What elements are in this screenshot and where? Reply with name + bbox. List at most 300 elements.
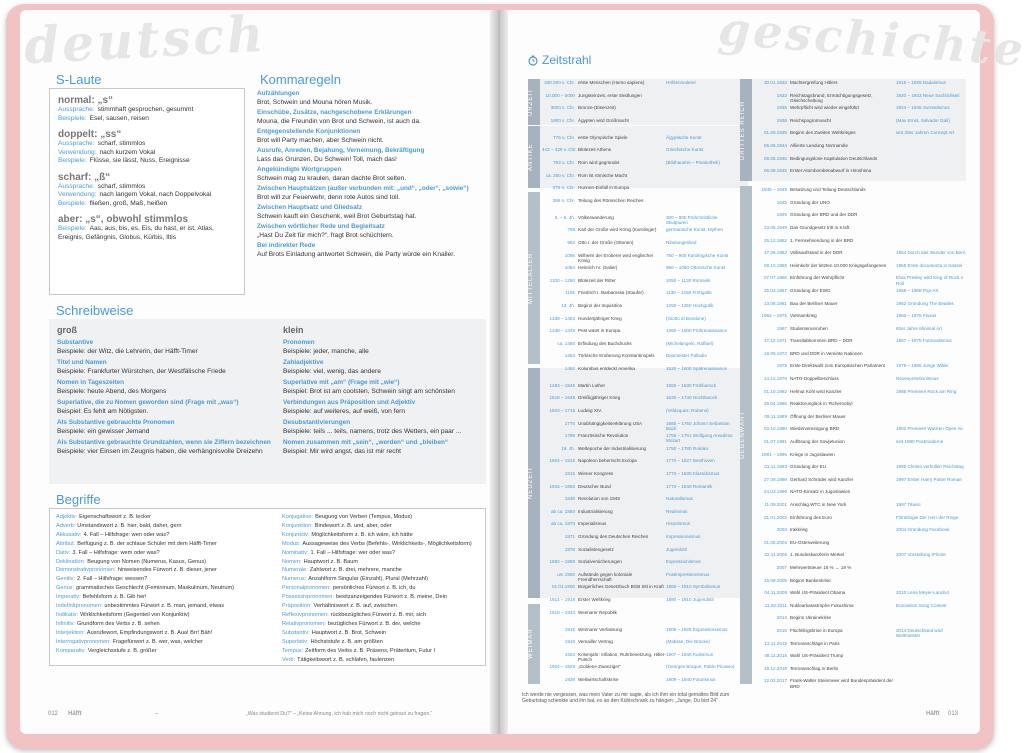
timeline-year: 1945 <box>776 199 787 205</box>
timeline-year: 1979 <box>776 363 787 369</box>
timeline-culture: 1954 Durch das Wunder von Bern <box>896 250 966 256</box>
timeline-year: 1964 – 1975 <box>761 313 787 319</box>
era-neuzeit: NEUZEIT <box>528 368 540 598</box>
timeline-year: 26.04.1986 <box>764 401 787 407</box>
timeline-year: 01.01.2002 <box>764 514 787 520</box>
komma-rule-example: Brot will zur Feuerwehr, denn rote Autos sind toll. <box>257 193 400 201</box>
komma-rule-example: „Hast Du Zeit für mich?“, fragt Brot schüchtern. <box>257 231 394 239</box>
timeline-entry <box>542 328 736 341</box>
timeline-event: Erste Direktwahl zum Europäischen Parlament <box>790 363 885 369</box>
slaute-label: Aussprache: <box>58 182 95 190</box>
left-brand: Häfft <box>68 711 82 717</box>
timeline-entry <box>754 389 966 402</box>
timeline-entry <box>754 376 966 389</box>
timeline-event: Weimarer Republik <box>578 609 617 615</box>
timeline-year: 395 n. Chr. <box>552 197 575 203</box>
term-name: Substantiv: <box>282 629 310 636</box>
slaute-value: stimmhaft gesprochen, gesummt <box>97 106 194 113</box>
term-row <box>282 549 482 558</box>
timeline-entry <box>754 477 966 490</box>
timeline-culture: 1955 Erste documenta in Kassel <box>896 262 963 268</box>
timeline-year: 1871 <box>564 534 575 539</box>
komma-rule-example: Brot, Schwein und Mouna hören Musik. <box>257 98 373 106</box>
timeline-culture: seit 1990 Postmoderne <box>896 439 944 445</box>
term-definition: bezügliches Fürwort z. B. der, welche <box>327 620 421 627</box>
timeline-event: Pest wütet in Europa <box>578 328 621 334</box>
komma-rule-heading: Einschübe, Zusätze, nachgeschobene Erklärungen <box>257 109 412 116</box>
timeline-event: Heinrich IV. (Salier) <box>578 265 618 271</box>
timeline-event: „Goldene Zwanziger“ <box>578 664 621 670</box>
timeline-entry <box>542 160 736 173</box>
timeline-year: 1804 – 1815 <box>549 458 575 464</box>
timeline-event: Teilung des Römischen Reiches <box>578 197 644 203</box>
slaute-line <box>58 115 236 124</box>
slaute-value: nach kurzem Vokal <box>99 148 156 156</box>
timeline-culture: Historismus <box>666 521 690 527</box>
timeline-event: Martin Luther <box>578 382 606 388</box>
timeline-culture: Nibelungenlied <box>666 239 697 245</box>
timeline-entry <box>542 215 736 228</box>
gross-example: Beispiele: heute Abend, des Morgens <box>57 387 167 395</box>
term-row <box>56 611 278 620</box>
timeline-culture: 1985 Premiere Rock am Ring <box>896 388 957 394</box>
timeline-culture: 1770 – 1830 Klassizismus <box>666 471 720 477</box>
timeline-entry <box>542 353 736 366</box>
timeline-culture: 1995 Christo verhüllen Reichstag <box>896 464 964 470</box>
komma-rule-heading: Ausrufe, Anreden, Bejahung, Verneinung, Bekräftigung <box>257 147 425 154</box>
timeline-event: Deutscher Bund <box>578 483 611 489</box>
term-row <box>56 602 278 611</box>
timeline-culture: 1770 – 1827 Beethoven <box>666 458 715 464</box>
timeline-entry <box>542 240 736 253</box>
rule-heading: Substantive <box>57 339 94 346</box>
timeline-culture: 1958 – 1968 Pop-Art <box>896 287 939 293</box>
timeline-entry <box>754 212 966 225</box>
term-row <box>282 540 482 549</box>
term-row <box>282 611 482 620</box>
timeline-entry <box>754 250 966 263</box>
term-name: Relativpronomen: <box>282 620 326 627</box>
timeline-year: 768 <box>567 227 575 233</box>
timeline-year: 17.06.1953 <box>764 250 787 256</box>
timeline-year: 1929 <box>564 676 575 682</box>
timeline-year: 08.10.1955 <box>764 262 787 268</box>
timeline-event: Bürgerliches Gesetzbuch BGB tritt in Kraft <box>578 584 664 590</box>
timeline-entry <box>542 366 736 383</box>
klein-example: Beispiel: Brot ist am coolsten, Schwein singt am schönsten <box>283 387 455 395</box>
timeline-event: Weimarer Verfassung <box>578 626 623 632</box>
term-name: Personalpronomen: <box>282 585 331 592</box>
term-definition: persönliches Fürwort z. B. ich, du <box>332 585 416 592</box>
timeline-culture: 1962 Gründung The Beatles <box>896 300 954 306</box>
timeline-entry <box>754 168 966 187</box>
term-name: Interrogativpronomen: <box>56 638 111 645</box>
slaute-line <box>58 191 236 200</box>
rule-heading: Zahladjektive <box>283 359 324 366</box>
timeline-culture: 300 – 800 Frühchristliche Skulpturen <box>666 214 718 225</box>
term-name: Konjugation: <box>282 514 314 520</box>
timeline-event: NATO-Doppelbeschluss <box>790 376 839 382</box>
timeline-culture: 1050 – 1130 Romanik <box>666 277 711 283</box>
gross-example: Beispiele: der Witz, die Lehrerin, der Häfft-Timer <box>57 347 198 355</box>
timeline-event: Hundertjähriger Krieg <box>578 315 622 321</box>
slaute-label: Verwendung: <box>58 191 97 198</box>
timeline-year: 01.05.2004 <box>764 539 787 545</box>
timeline-event: Napoleon beherrscht Europa <box>578 458 637 464</box>
timeline-year: 1933 <box>776 92 787 98</box>
term-definition: unbestimmtes Fürwort z. B. man, jemand, etwas <box>104 603 225 610</box>
timeline-event: Wahl US-Präsident Trump <box>790 653 844 659</box>
timeline-year: 06.08.1945 <box>764 168 787 174</box>
term-row <box>282 575 482 584</box>
timeline-year: 1100 – 1250 <box>549 277 575 283</box>
timeline-culture: Neoexpressionismus <box>896 376 939 382</box>
timeline-year: 1155 <box>565 290 575 296</box>
timeline-entry <box>754 338 966 351</box>
timeline-entry <box>542 93 736 106</box>
deutsch-watermark: deutsch <box>22 3 268 76</box>
right-brand: Häfft <box>926 711 940 717</box>
timeline-event: Aufstände gegen koloniale Fremdherrschaft <box>578 571 633 582</box>
timeline-event: Unabhängigkeitserklärung USA <box>578 420 643 426</box>
timeline-entry <box>542 509 736 522</box>
slaute-value: nach langem Vokal, nach Doppelvokal <box>99 191 212 198</box>
timeline-entry <box>542 627 736 640</box>
timeline-year: 19.12.2016 <box>764 665 787 671</box>
slaute-head: normal: „s“ <box>58 95 114 106</box>
timeline-year: ab ca. 1870 <box>550 521 575 527</box>
slaute-line <box>58 149 236 158</box>
timeline-event: Ludwig XIV. <box>578 408 603 414</box>
timeline-year: 13.08.1961 <box>764 300 787 306</box>
timeline-year: 01.07.1991 <box>764 439 787 445</box>
term-definition: Anzahlform Singular (Einzahl), Plural (Mehrzahl) <box>308 576 428 583</box>
timeline-entry <box>542 253 736 266</box>
timeline-event: Terroranschläge in Paris <box>790 640 840 646</box>
rule-heading: Als Substantive gebrauchte Grundzahlen, wenn sie Ziffern bezeichnen <box>57 439 271 446</box>
slaute-value: Esel, sausen, reisen <box>89 114 149 122</box>
timeline-year: 09.11.1989 <box>764 413 787 419</box>
term-definition: Befehlsform z. B. Gib her! <box>82 594 147 601</box>
timeline-event: Weltwirtschaftskrise <box>578 676 619 682</box>
slaute-label: Verwendung: <box>58 148 97 156</box>
term-definition: Grundform des Verbs z. B. sehen <box>76 620 160 627</box>
timeline-year: ca. 1450 <box>557 340 575 346</box>
timeline-year: 1938 <box>776 117 787 123</box>
term-row <box>282 647 482 656</box>
term-name: Indikativ: <box>56 611 79 618</box>
timeline-entry <box>542 597 736 610</box>
timeline-year: 443 – 429 v. Chr. <box>542 147 577 153</box>
timeline-culture: 1886 – 1910 Symbolismus <box>666 584 721 590</box>
slaute-list <box>50 89 244 248</box>
timeline-year: 1935 <box>776 105 787 111</box>
timeline-entry <box>542 677 736 690</box>
timeline-culture: 1750 – 1780 Rokoko <box>666 445 709 451</box>
timeline-event: Auflösung der Sowjetunion <box>790 439 845 445</box>
timeline-year: 776 v. Chr. <box>553 134 575 140</box>
term-name: Demonstrativpronomen: <box>56 567 116 574</box>
term-row <box>56 558 278 567</box>
slaute-head: doppelt: „ss“ <box>58 129 122 140</box>
timeline-year: 25.12.1952 <box>764 237 787 243</box>
timeline-culture: 2010 Lena Meyer-Landrut <box>896 590 949 596</box>
timeline-event: Volksaufstand in der DDR <box>790 250 843 256</box>
term-definition: Bindewort z. B. und, aber, oder <box>314 522 392 529</box>
timeline-culture: germanische Kunst, Mythen <box>666 227 723 233</box>
komma-title: Kommaregeln <box>260 72 341 87</box>
timeline-entry <box>754 118 966 131</box>
timeline-entry <box>542 458 736 471</box>
timeline-event: Ägypten wird Großmacht <box>578 117 629 123</box>
timeline-year: 11.03.2011 <box>764 602 787 608</box>
timeline-culture: 1890 – 1910 Jugendstil <box>666 596 714 602</box>
timeline-culture: 60er Jahre Minimal Art <box>896 325 942 331</box>
timeline-year: 06.06.1944 <box>764 142 787 148</box>
right-page <box>508 1 1028 734</box>
timeline-event: Französische Revolution <box>578 433 629 439</box>
timeline-entry <box>542 572 736 585</box>
timeline-event: Rom wird gegründet <box>578 159 620 165</box>
era-gegenwart: GEGENWART <box>740 186 752 684</box>
timeline-entry <box>542 471 736 484</box>
term-name: Verb: <box>282 656 296 663</box>
timeline-event: EU-Osterweiterung <box>790 539 830 545</box>
slaute-line <box>58 200 236 209</box>
timeline-culture: 2007 Vorstellung iPhone <box>896 552 946 558</box>
timeline-culture: 1250 – 1350 Hochgotik <box>666 302 714 308</box>
timeline-entry <box>542 496 736 509</box>
timeline-entry <box>542 341 736 354</box>
timeline-event: Wiener Kongress <box>578 471 614 477</box>
term-row <box>282 620 482 629</box>
timeline-entry <box>754 187 966 200</box>
timeline-culture: 1630 – 1730 Hochbarock <box>666 395 718 401</box>
gross-heading: groß <box>57 325 77 335</box>
komma-list <box>257 90 487 259</box>
era-weimar: WEIMAR <box>528 604 540 684</box>
term-definition: Hauptwort z. B. Brot, Schwein <box>311 629 386 636</box>
timeline-year: 1776 <box>564 420 575 426</box>
timeline-entry <box>542 303 736 316</box>
term-row <box>56 638 278 647</box>
timeline-year: 1924 – 1929 <box>549 664 575 670</box>
term-definition: Möglichkeitsform z. B. ich wäre, ich hätte <box>311 531 413 538</box>
term-name: Modus: <box>282 540 301 547</box>
timeline-year: 11.09.2001 <box>764 502 787 507</box>
slaute-label: Beispiele: <box>58 225 87 232</box>
timeline-entry <box>542 584 736 597</box>
timeline-culture: Jugendstil <box>666 546 687 552</box>
timeline-entry <box>754 615 966 628</box>
timeline-event: Gründung der EWG <box>790 287 831 293</box>
timeline-year: 1914 – 1918 <box>549 596 575 602</box>
timeline-culture: 1520 – 1600 Spätrenaissance <box>666 365 728 371</box>
timeline-entry <box>542 198 736 215</box>
timeline-event: Imperialismus <box>578 521 607 527</box>
timeline-event: Wehrpflicht wird wieder eingeführt <box>790 105 860 111</box>
timeline-entry <box>754 401 966 414</box>
term-definition: Tätigkeitswort z. B. schlafen, faulenzen <box>297 656 395 663</box>
timeline-entry <box>542 534 736 547</box>
left-footer-quote: „Was studierst Du?“ – „Keine Ahnung, ich hab mich noch nicht getraut zu fragen.“ <box>246 711 433 717</box>
timeline-year: 23.05.1949 <box>764 224 787 230</box>
timeline-entry <box>542 185 736 198</box>
term-row <box>56 540 278 549</box>
timeline-year: 375 n. Chr. <box>552 185 575 191</box>
slaute-label: Beispiele: <box>58 114 87 122</box>
term-definition: Ausrufewort, Empfindungswort z. B. Aua! Brr! Bäh! <box>86 629 213 636</box>
timeline-event: Besatzung und Teilung Deutschlands <box>790 187 866 193</box>
zeitstrahl-title: Zeitstrahl <box>542 53 592 67</box>
term-row <box>282 602 482 611</box>
timeline-year: 07.07.1956 <box>764 275 787 281</box>
timeline-entry <box>754 464 966 477</box>
term-definition: Eigenschaftswort z. B. lecker <box>79 514 151 520</box>
timeline-event: Beginn der Inquisition <box>578 302 623 308</box>
term-definition: rückbezügliches Fürwort z. B. mir, sich <box>330 611 427 618</box>
term-row <box>282 522 482 531</box>
timeline-entry <box>754 552 966 565</box>
schreib-box <box>49 319 486 484</box>
timeline-culture: Griechische Kunst <box>666 147 704 153</box>
komma-rule-heading: Aufzählungen <box>257 90 300 97</box>
komma-rule-heading: Zwischen Hauptsätzen (außer verbunden mit: „und“, „oder“, „sowie“) <box>257 185 469 192</box>
timeline-culture: 1915 – 1925 Dadaismus <box>896 80 946 85</box>
timeline-event: erste Menschen (Homo sapiens) <box>578 80 645 85</box>
term-name: Numerus: <box>282 576 307 583</box>
slaute-label: Aussprache: <box>58 140 95 147</box>
timeline-culture: 1685 – 1750 Johann Sebastian Bach <box>666 420 730 431</box>
timeline-event: Helmut Kohl wird Kanzler <box>790 388 842 394</box>
rule-heading: Titel und Namen <box>57 359 107 366</box>
timeline-entry <box>754 527 966 540</box>
term-definition: Beugung von Nomen (Numerus, Kasus, Genus) <box>87 558 207 565</box>
clock-icon <box>528 55 538 66</box>
timeline-entry <box>754 678 966 691</box>
timeline-entry <box>754 130 966 143</box>
timeline-entry <box>754 301 966 314</box>
timeline-culture: 1997 Erster Harry Potter Roman <box>896 476 962 482</box>
timeline-event: Blütezeit Athens <box>578 147 611 153</box>
timeline-col1 <box>542 80 736 690</box>
timeline-year: 1348 – 1349 <box>549 328 575 334</box>
timeline-year: um 1900 <box>557 571 575 577</box>
timeline-event: Das Grundgesetz tritt in Kraft <box>790 224 850 230</box>
term-name: Possessivpronomen: <box>282 594 334 601</box>
timeline-event: Industrialisierung <box>578 508 613 514</box>
timeline-event: Transitabkommen BRD – DDR <box>790 338 853 344</box>
term-name: Präposition: <box>282 603 312 610</box>
timeline-culture: 1997 Titanic <box>896 502 921 507</box>
rule-heading: Superlative, die zu Nomen geworden sind (Frage mit „was“) <box>57 399 239 406</box>
timeline-entry <box>754 288 966 301</box>
term-definition: Zahlwort z. B. drei, mehrere, manche <box>309 567 402 574</box>
timeline-culture: 1920 – 1933 Neue Sachlichkeit <box>896 92 960 98</box>
term-definition: Höchststufe z. B. am größten <box>310 638 383 645</box>
komma-rule-example: Mouna, die Freundin von Brot und Schwein, ist auch da. <box>257 117 421 125</box>
klein-example: Beispiele: jeder, manche, alle <box>283 347 369 355</box>
timeline-year: 25.03.1957 <box>764 287 787 293</box>
timeline-culture: Eurovision Song Contest <box>896 602 947 608</box>
timeline-entry <box>754 502 966 515</box>
slaute-value: Flüsse, sie lässt, Nuss, Ereignisse <box>89 157 190 164</box>
timeline-event: Reaktorunglück in Tschernobyl <box>790 401 853 407</box>
term-name: Numerale: <box>282 567 308 574</box>
gross-example: Beispiele: ein gewisser Jemand <box>57 427 150 435</box>
term-name: Akkusativ: <box>56 531 82 538</box>
komma-rule-heading: Zwischen wörtlicher Rede und Begleitsatz <box>257 223 385 230</box>
slaute-title: S-Laute <box>56 72 102 87</box>
timeline-event: Hunnen-Einfall in Europa <box>578 185 630 191</box>
timeline-event: Öffnung der Berliner Mauer <box>790 413 846 419</box>
zeitstrahl-header <box>528 53 591 67</box>
timeline-culture: 1967 – 1975 Fotorealismus <box>896 338 952 344</box>
slaute-value: fließen, groß, Maß, heißen <box>89 199 168 207</box>
timeline-entry <box>754 238 966 251</box>
timeline-event: Flüchtlingskrise in Europa <box>790 627 843 633</box>
term-definition: 4. Fall – Hilfsfrage: wen oder was? <box>83 531 170 538</box>
term-name: Dativ: <box>56 549 71 556</box>
term-row <box>56 549 278 558</box>
timeline-entry <box>542 421 736 434</box>
timeline-event: Weltepoche der Industrialisierung <box>578 445 647 451</box>
timeline-event: erste Olympische Spiele <box>578 134 628 140</box>
term-name: Superlativ: <box>282 638 309 645</box>
timeline-year: 2003 <box>776 527 787 533</box>
term-row <box>282 513 482 522</box>
komma-rule-heading: Entgegenstellende Konjunktionen <box>257 128 361 135</box>
term-name: Nominativ: <box>282 549 309 556</box>
timeline-event: Gerhard Schröder wird Kanzler <box>790 476 854 482</box>
rule-heading: Verbindungen aus Präposition und Adjektiv <box>283 399 416 406</box>
term-row <box>56 566 278 575</box>
timeline-event: 1. Fernsehsendung in der BRD <box>790 237 854 243</box>
timeline-year: 1919 <box>564 626 575 632</box>
timeline-event: Irakkrieg <box>790 527 808 533</box>
timeline-event: Friedrich I. Barbarossa (Staufer) <box>578 290 644 296</box>
book-gutter <box>488 10 510 734</box>
timeline-entry <box>754 439 966 452</box>
timeline-year: 1066 <box>564 252 575 258</box>
timeline-event: Bedingungslose Kapitulation Deutschlands <box>790 155 878 161</box>
term-row <box>282 638 482 647</box>
timeline-entry <box>754 326 966 339</box>
timeline-entry <box>754 653 966 666</box>
klein-example: Beispiele: teils ... teils, namens, trotz des Wetters, ein paar ... <box>283 427 462 435</box>
gross-list <box>57 339 279 456</box>
left-page-number: 012 <box>48 711 59 717</box>
timeline-event: Beginn des Zweiten Weltkrieges <box>790 130 856 136</box>
timeline-year: 300.000 v. Chr. <box>544 80 575 85</box>
timeline-event: Frank-Walter Steinmeier wird Bundespräsident der BRD <box>790 678 893 689</box>
timeline-culture: 1963 – 1976 Fluxus <box>896 313 937 319</box>
slaute-label: Beispiele: <box>58 199 87 207</box>
timeline-event: Vietnamkrieg <box>790 313 817 319</box>
timeline-entry <box>754 200 966 213</box>
timeline-culture: 1907 – 1940 Kubismus <box>666 651 713 657</box>
timeline-event: Sozialversicherungen <box>578 559 622 565</box>
gross-example: Beispiele: Frankfurter Würstchen, der Westfälische Friede <box>57 367 226 375</box>
term-definition: Vergleichsstufe z. B. größer <box>87 647 157 654</box>
timeline-event: Erster Weltkrieg <box>578 596 611 602</box>
term-definition: besitzanzeigendes Fürwort z. B. meine, Dein <box>335 594 447 601</box>
timeline-entry <box>542 521 736 534</box>
timeline-event: Otto I. der Große (Ottonen) <box>578 239 634 245</box>
term-row <box>56 575 278 584</box>
timeline-culture: 1130 – 1250 Frühgotik <box>666 290 712 296</box>
timeline-year: 1848 <box>564 496 575 502</box>
